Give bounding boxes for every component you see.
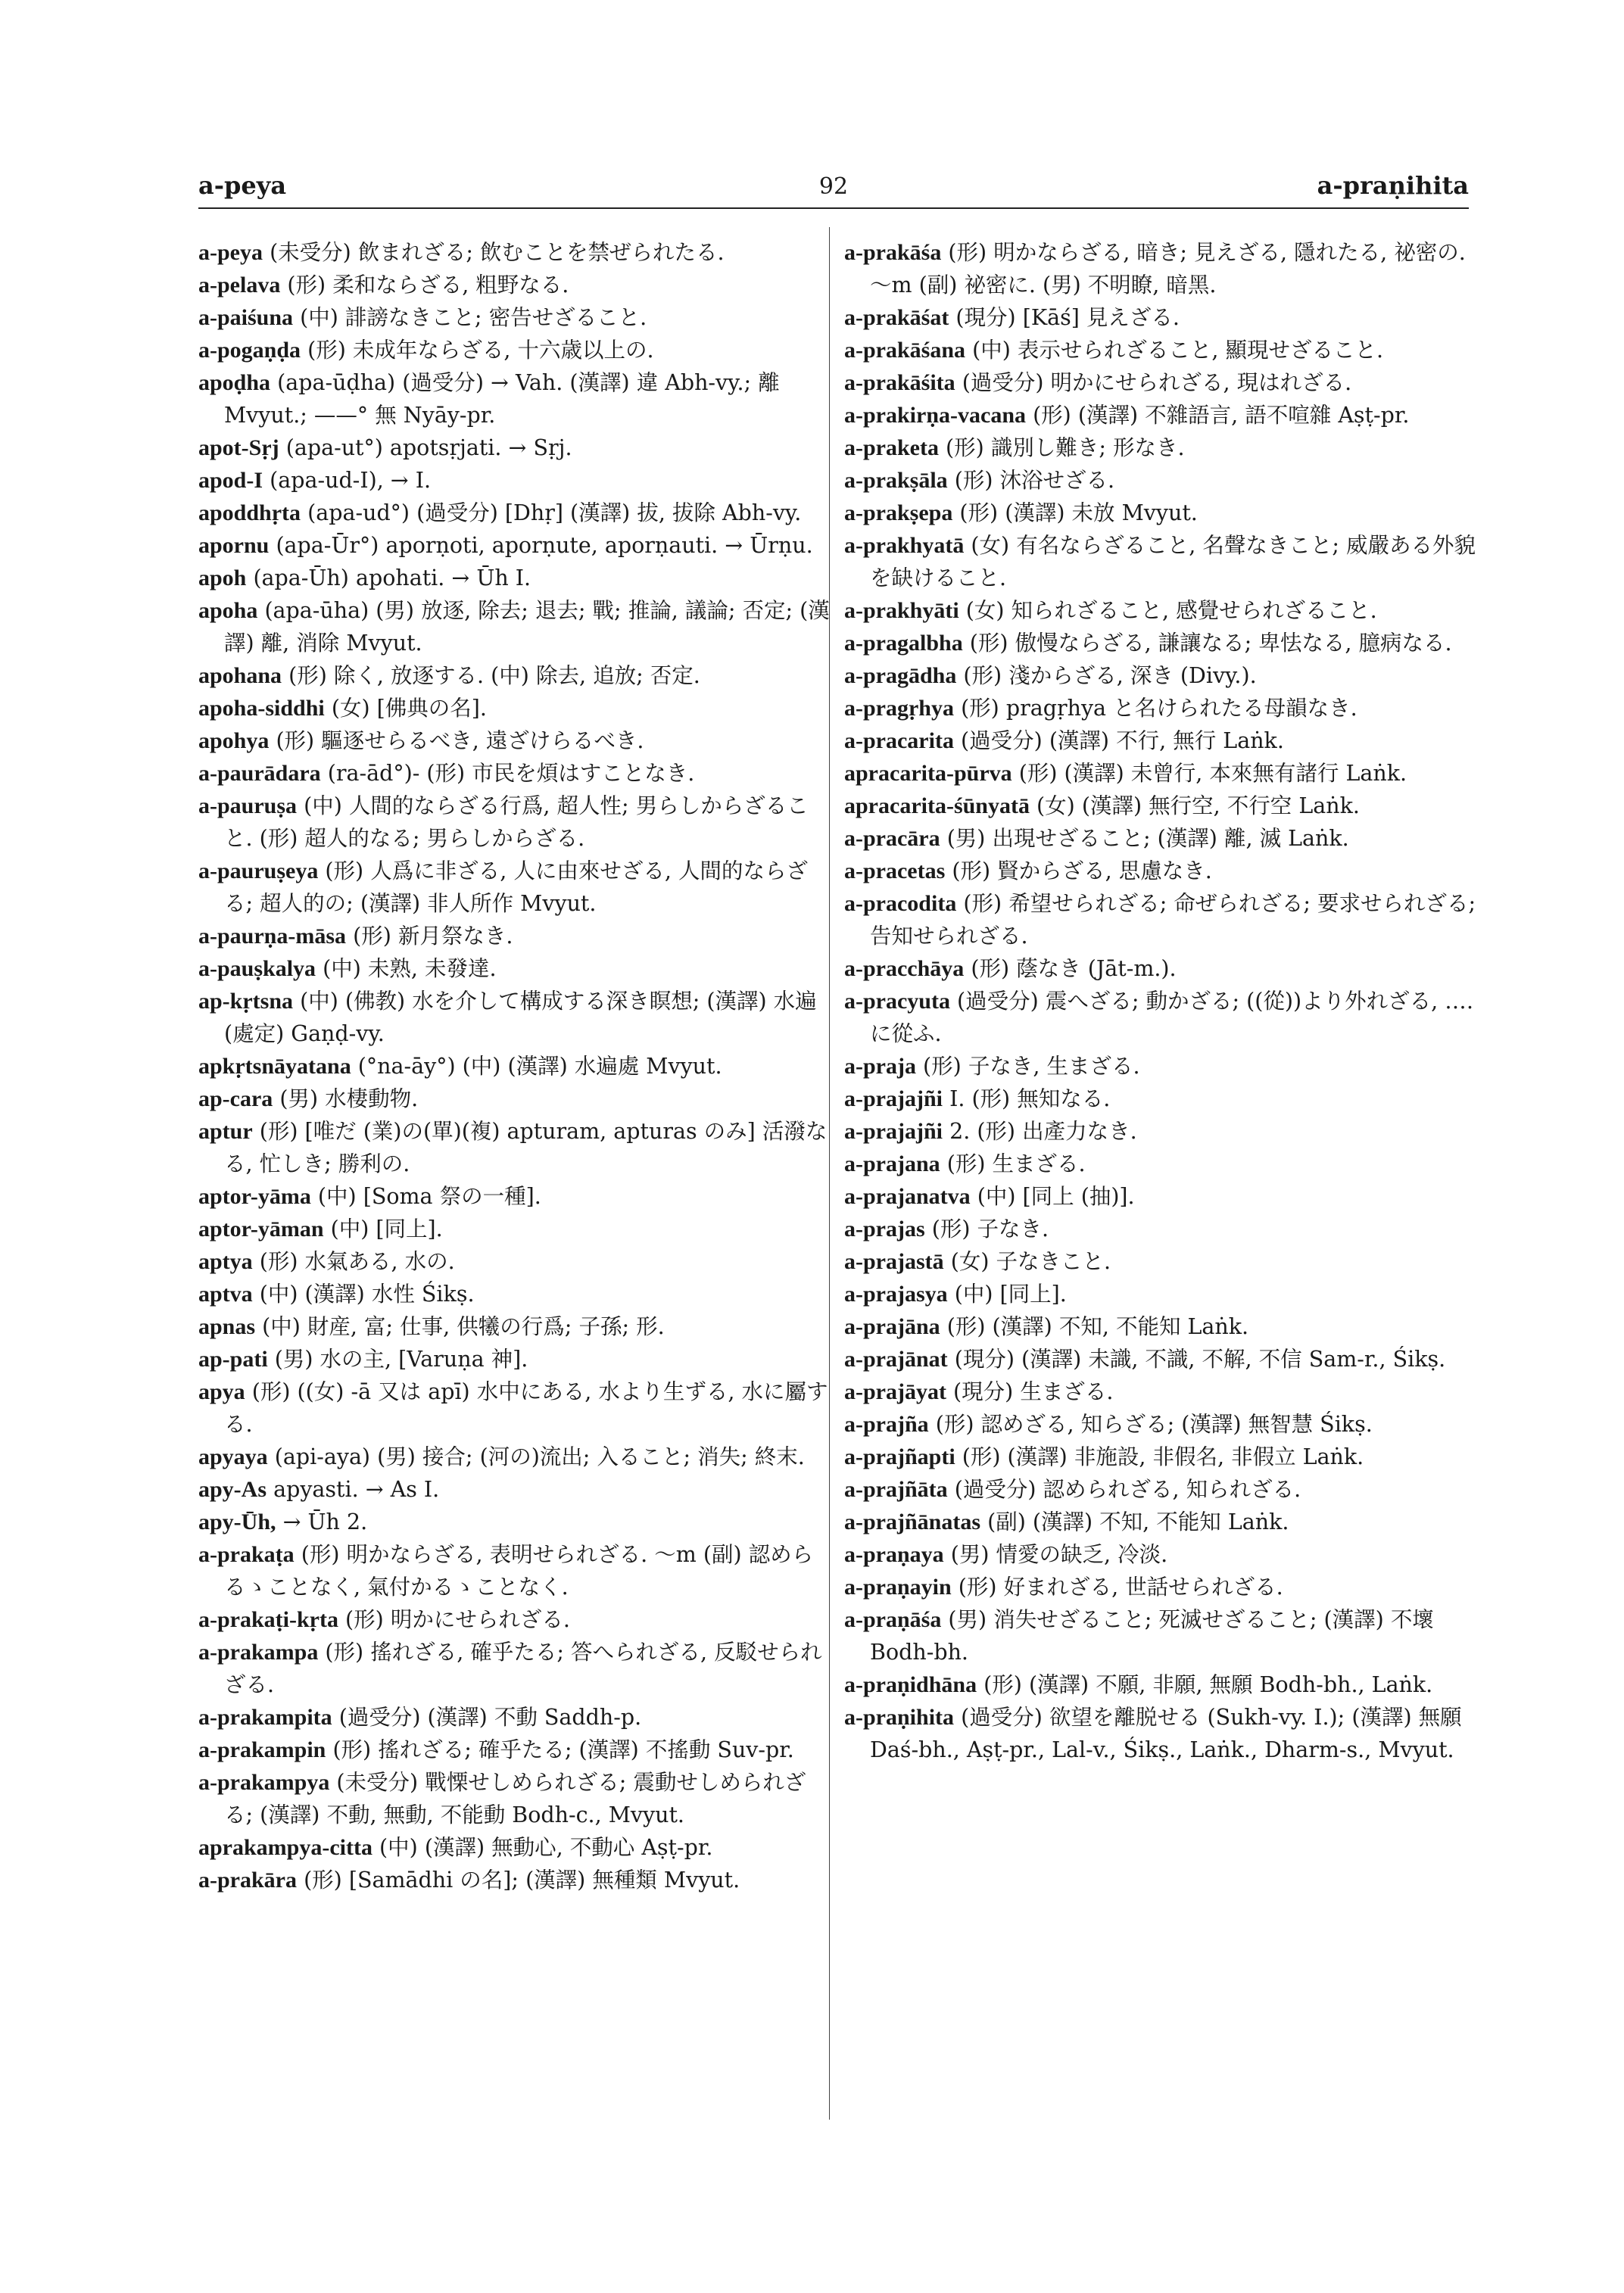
dictionary-entry xyxy=(198,464,834,497)
dictionary-entry xyxy=(198,562,834,594)
dictionary-entry xyxy=(198,236,834,269)
entry-headword: aptya xyxy=(198,1249,253,1274)
entry-definition: (形) [Samādhi の名]; (漢譯) 無種類 Mvyut. xyxy=(304,1868,740,1893)
entry-headword: apoddhṛta xyxy=(198,500,301,525)
entry-headword: a-prajana xyxy=(844,1151,940,1176)
entry-headword: a-prakhyatā xyxy=(844,533,965,558)
dictionary-entry xyxy=(198,529,834,562)
dictionary-entry xyxy=(198,1050,834,1083)
dictionary-entry xyxy=(844,399,1480,431)
entry-headword: a-prajastā xyxy=(844,1249,944,1274)
entry-headword: a-pragṛhya xyxy=(844,696,954,721)
dictionary-entry xyxy=(198,269,834,301)
entry-headword: a-praṇihita xyxy=(844,1705,955,1730)
dictionary-entry xyxy=(198,1734,834,1766)
entry-headword: a-prakirṇa-vacana xyxy=(844,403,1026,428)
entry-definition: (形) 明かならざる, 暗き; 見えざる, 隱れたる, 祕密の. ～m (副) 祕密に. (男) 不明瞭, 暗黑. xyxy=(870,240,1466,298)
entry-definition: (形) (漢譯) 不雜語言, 語不喧雜 Aṣṭ-pr. xyxy=(1033,403,1410,428)
page-number: 92 xyxy=(818,173,849,200)
dictionary-entry xyxy=(844,757,1480,790)
dictionary-entry xyxy=(198,659,834,692)
dictionary-entry xyxy=(198,1636,834,1701)
entry-definition: (過受分) (漢譯) 不行, 無行 Laṅk. xyxy=(961,728,1284,753)
entry-headword: a-praṇayin xyxy=(844,1575,952,1600)
entry-headword: a-prakhyāti xyxy=(844,598,959,623)
entry-definition: (api-aya) (男) 接合; (河の)流出; 入ること; 消失; 終末. xyxy=(274,1444,805,1469)
entry-definition: (男) 出現せざること; (漢譯) 離, 滅 Laṅk. xyxy=(946,826,1349,851)
dictionary-entry xyxy=(844,985,1480,1050)
dictionary-entry xyxy=(198,985,834,1050)
dictionary-entry xyxy=(198,1441,834,1473)
entry-headword: apkṛtsnāyatana xyxy=(198,1054,351,1079)
dictionary-entry xyxy=(844,1538,1480,1571)
entry-headword: a-prakampya xyxy=(198,1770,330,1795)
dictionary-entry xyxy=(844,659,1480,692)
dictionary-entry xyxy=(198,1864,834,1896)
entry-definition: (形) 認めざる, 知らざる; (漢譯) 無智慧 Śikṣ. xyxy=(935,1412,1373,1437)
entry-headword: a-praja xyxy=(844,1054,916,1079)
dictionary-entry xyxy=(198,1473,834,1506)
entry-definition: (apa-ud-I), → I. xyxy=(270,468,432,493)
entry-headword: a-paurādara xyxy=(198,761,321,786)
entry-definition: (形) (漢譯) 未放 Mvyut. xyxy=(959,500,1198,525)
entry-definition: (apa-ud°) (過受分) [Dhṛ] (漢譯) 拔, 拔除 Abh-vy. xyxy=(307,500,802,525)
entry-definition: (現分) 生まざる. xyxy=(953,1379,1114,1404)
entry-headword: aprakampya-citta xyxy=(198,1835,372,1860)
dictionary-entry xyxy=(198,790,834,855)
dictionary-entry xyxy=(844,724,1480,757)
entry-definition: (中) [同上 (抽)]. xyxy=(977,1184,1135,1209)
dictionary-entry xyxy=(198,497,834,529)
dictionary-entry xyxy=(844,1441,1480,1473)
entry-headword: a-prakampita xyxy=(198,1705,332,1730)
entry-headword: apornu xyxy=(198,533,270,558)
entry-headword: aptor-yāman xyxy=(198,1217,324,1242)
dictionary-entry xyxy=(198,757,834,790)
dictionary-entry xyxy=(844,1180,1480,1213)
dictionary-entry xyxy=(844,887,1480,952)
entry-headword: a-pracyuta xyxy=(844,989,950,1014)
dictionary-entry xyxy=(844,822,1480,855)
dictionary-entry xyxy=(198,1213,834,1245)
dictionary-entry xyxy=(844,1148,1480,1180)
entry-definition: (形) [唯だ (業)の(單)(複) apturam, apturas のみ] 活潑なる, 忙しき; 勝利の. xyxy=(224,1119,828,1176)
entry-definition: (形) (漢譯) 不知, 不能知 Laṅk. xyxy=(946,1314,1249,1339)
dictionary-entry xyxy=(198,1245,834,1278)
dictionary-entry xyxy=(844,1506,1480,1538)
dictionary-entry xyxy=(844,1278,1480,1310)
dictionary-entry xyxy=(198,692,834,724)
entry-headword: a-prakampa xyxy=(198,1640,319,1665)
entry-headword: a-pracarita xyxy=(844,728,954,753)
dictionary-entry xyxy=(844,952,1480,985)
entry-definition: I. (形) 無知なる. xyxy=(949,1086,1111,1111)
entry-headword: a-pelava xyxy=(198,273,281,298)
entry-definition: (形) 淺からざる, 深き (Divy.). xyxy=(963,663,1257,688)
entry-headword: a-prakṣāla xyxy=(844,468,948,493)
entry-definition: (女) 子なきこと. xyxy=(950,1249,1111,1274)
dictionary-entry xyxy=(844,464,1480,497)
entry-headword: aptur xyxy=(198,1119,253,1144)
entry-definition: (中) [同上]. xyxy=(330,1217,443,1242)
dictionary-entry xyxy=(844,1473,1480,1506)
dictionary-entry xyxy=(198,1343,834,1375)
header-left-guideword: a-peya xyxy=(198,171,287,200)
entry-headword: a-pragādha xyxy=(844,663,957,688)
entry-headword: apoh xyxy=(198,565,247,590)
dictionary-entry xyxy=(844,692,1480,724)
dictionary-entry xyxy=(198,724,834,757)
entry-headword: ap-kṛtsna xyxy=(198,989,294,1014)
dictionary-entry xyxy=(844,1603,1480,1668)
entry-headword: a-prakāra xyxy=(198,1868,297,1893)
entry-headword: apoha xyxy=(198,598,258,623)
entry-definition: (°na-āy°) (中) (漢譯) 水遍處 Mvyut. xyxy=(357,1054,722,1079)
entry-definition: (中) 人間的ならざる行爲, 超人性; 男らしからざること. (形) 超人的なる; 男らしからざる. xyxy=(224,793,809,851)
dictionary-entry xyxy=(198,1506,834,1538)
entry-headword: a-prajña xyxy=(844,1412,929,1437)
dictionary-entry xyxy=(844,366,1480,399)
entry-definition: → Ūh 2. xyxy=(282,1509,368,1534)
dictionary-entry xyxy=(198,1375,834,1441)
entry-definition: (形) 生まざる. xyxy=(946,1151,1086,1176)
entry-definition: (形) 水氣ある, 水の. xyxy=(259,1249,455,1274)
dictionary-entry xyxy=(198,301,834,334)
entry-definition: (中) 誹謗なきこと; 密告せざること. xyxy=(300,305,647,330)
entry-headword: a-prajāna xyxy=(844,1314,940,1339)
dictionary-entry xyxy=(844,790,1480,822)
dictionary-entry xyxy=(844,334,1480,366)
entry-headword: a-prakaṭi-kṛta xyxy=(198,1607,338,1632)
entry-headword: a-prajñapti xyxy=(844,1444,955,1469)
entry-definition: (中) (佛教) 水を介して構成する深き瞑想; (漢譯) 水遍(處定) Gaṇḍ-vy. xyxy=(224,989,817,1046)
entry-definition: (過受分) 明かにせられざる, 現はれざる. xyxy=(962,370,1352,395)
entry-headword: a-prakāśa xyxy=(844,240,942,265)
dictionary-entry xyxy=(198,855,834,920)
dictionary-entry xyxy=(844,594,1480,627)
dictionary-entry xyxy=(198,952,834,985)
entry-definition: (形) 傲慢ならざる, 謙讓なる; 卑怯なる, 臆病なる. xyxy=(969,631,1452,656)
entry-definition: (形) 希望せられざる; 命ぜられざる; 要求せられざる; 告知せられざる. xyxy=(870,891,1476,949)
dictionary-entry xyxy=(844,627,1480,659)
entry-definition: (中) 表示せられざること, 顯現せざること. xyxy=(972,338,1384,363)
entry-definition: (apa-Ūh) apohati. → Ūh I. xyxy=(253,565,531,590)
entry-definition: (形) 搖れざる; 確乎たる; (漢譯) 不搖動 Suv-pr. xyxy=(332,1737,794,1762)
entry-definition: (現分) [Kāś] 見えざる. xyxy=(955,305,1180,330)
entry-headword: a-pragalbha xyxy=(844,631,963,656)
dictionary-entry xyxy=(844,529,1480,594)
entry-headword: a-paurṇa-māsa xyxy=(198,924,347,949)
entry-headword: a-prakṣepa xyxy=(844,500,953,525)
entry-definition: (apa-Ūr°) aporṇoti, aporṇute, aporṇauti. → Ūrṇu. xyxy=(276,533,813,558)
entry-definition: (男) 水の主, [Varuṇa 神]. xyxy=(274,1347,528,1372)
dictionary-entry xyxy=(198,1278,834,1310)
entry-definition: (未受分) 戰慄せしめられざる; 震動せしめられざる; (漢譯) 不動, 無動, 不能動 Bodh-c., Mvyut. xyxy=(224,1770,806,1827)
entry-headword: a-pogaṇḍa xyxy=(198,338,301,363)
dictionary-entry xyxy=(198,1310,834,1343)
entry-headword: apoha-siddhi xyxy=(198,696,325,721)
entry-definition: (形) 搖れざる, 確乎たる; 答へられざる, 反駁せられざる. xyxy=(224,1640,822,1697)
entry-definition: (中) 財産, 富; 仕事, 供犧の行爲; 子孫; 形. xyxy=(262,1314,665,1339)
entry-definition: (女) (漢譯) 無行空, 不行空 Laṅk. xyxy=(1036,793,1360,818)
entry-headword: apnas xyxy=(198,1314,256,1339)
entry-definition: (形) pragṛhya と名けられたる母韻なき. xyxy=(961,696,1357,721)
entry-headword: a-praṇidhāna xyxy=(844,1672,977,1697)
entry-headword: a-prajajñi xyxy=(844,1086,943,1111)
dictionary-entry xyxy=(198,594,834,659)
entry-definition: (中) [Soma 祭の一種]. xyxy=(317,1184,541,1209)
dictionary-entry xyxy=(844,1343,1480,1375)
entry-headword: apracarita-śūnyatā xyxy=(844,793,1030,818)
entry-headword: a-pracāra xyxy=(844,826,940,851)
entry-headword: a-prakaṭa xyxy=(198,1542,295,1567)
entry-headword: a-prajñānatas xyxy=(844,1509,981,1534)
entry-definition: (中) [同上]. xyxy=(954,1282,1067,1307)
dictionary-entry xyxy=(844,1571,1480,1603)
entry-headword: ap-pati xyxy=(198,1347,268,1372)
dictionary-entry xyxy=(844,1701,1480,1766)
entry-definition: (形) 明かならざる, 表明せられざる. ～m (副) 認めらるゝことなく, 氣付かるゝことなく. xyxy=(224,1542,814,1600)
dictionary-entry xyxy=(844,1083,1480,1115)
entry-headword: aptva xyxy=(198,1282,253,1307)
dictionary-entry xyxy=(844,1310,1480,1343)
entry-definition: (過受分) (漢譯) 不動 Saddh-p. xyxy=(338,1705,642,1730)
entry-headword: a-prakāśita xyxy=(844,370,955,395)
entry-headword: apyaya xyxy=(198,1444,268,1469)
entry-definition: (形) 沐浴せざる. xyxy=(954,468,1115,493)
entry-headword: a-praṇaya xyxy=(844,1542,944,1567)
dictionary-entry xyxy=(844,1213,1480,1245)
entry-definition: (ra-ād°)- (形) 市民を煩はすことなき. xyxy=(327,761,695,786)
entry-definition: 2. (形) 出產力なき. xyxy=(949,1119,1137,1144)
entry-headword: a-prakampin xyxy=(198,1737,326,1762)
entry-definition: (現分) (漢譯) 未識, 不識, 不解, 不信 Sam-r., Śikṣ. xyxy=(954,1347,1446,1372)
entry-headword: a-prajānat xyxy=(844,1347,948,1372)
entry-headword: aptor-yāma xyxy=(198,1184,311,1209)
entry-headword: ap-cara xyxy=(198,1086,273,1111)
entry-definition: (形) (漢譯) 不願, 非願, 無願 Bodh-bh., Laṅk. xyxy=(983,1672,1433,1697)
dictionary-entry xyxy=(844,1050,1480,1083)
entry-definition: (過受分) 震へざる; 動かざる; ((從))より外れざる, ‥‥に從ふ. xyxy=(870,989,1474,1046)
entry-definition: (形) 新月祭なき. xyxy=(353,924,513,949)
entry-definition: (形) 柔和ならざる, 粗野なる. xyxy=(287,273,569,298)
entry-headword: a-prajas xyxy=(844,1217,925,1242)
entry-definition: (形) 除く, 放逐する. (中) 除去, 追放; 否定. xyxy=(288,663,700,688)
dictionary-entry xyxy=(844,431,1480,464)
entry-headword: a-praṇāśa xyxy=(844,1607,942,1632)
entry-headword: a-prajasya xyxy=(844,1282,948,1307)
entry-headword: a-prajajñi xyxy=(844,1119,943,1144)
entry-headword: apohana xyxy=(198,663,282,688)
dictionary-entry xyxy=(844,301,1480,334)
dictionary-entry xyxy=(844,855,1480,887)
dictionary-entry xyxy=(844,236,1480,301)
entry-definition: apyasti. → As I. xyxy=(273,1477,440,1502)
header-rule xyxy=(198,207,1469,209)
entry-definition: (形) 蔭なき (Jāt-m.). xyxy=(971,956,1177,981)
entry-definition: (中) (漢譯) 水性 Śikṣ. xyxy=(259,1282,475,1307)
entry-headword: a-praketa xyxy=(844,435,939,460)
entry-definition: (形) 驅逐せらるべき, 遠ざけらるべき. xyxy=(276,728,644,753)
dictionary-entry xyxy=(198,334,834,366)
dictionary-entry xyxy=(198,366,834,431)
entry-headword: apya xyxy=(198,1379,245,1404)
entry-headword: a-prakāśana xyxy=(844,338,966,363)
entry-definition: (過受分) 欲望を離脱せる (Sukh-vy. I.); (漢譯) 無願 Daś-bh., Aṣṭ-pr., Lal-v., Śikṣ., Laṅk., Dharm-s., Mvyut. xyxy=(870,1705,1462,1762)
entry-definition: (中) (漢譯) 無動心, 不動心 Aṣṭ-pr. xyxy=(379,1835,713,1860)
dictionary-entry xyxy=(198,1831,834,1864)
entry-headword: a-pracodita xyxy=(844,891,957,916)
right-column xyxy=(844,236,1480,1766)
dictionary-entry xyxy=(198,431,834,464)
page-header xyxy=(198,167,1469,204)
dictionary-entry xyxy=(844,1375,1480,1408)
entry-definition: (形) 識別し難き; 形なき. xyxy=(946,435,1185,460)
entry-definition: (形) 子なき, 生まざる. xyxy=(923,1054,1140,1079)
entry-definition: (男) 情愛の缺乏, 冷淡. xyxy=(950,1542,1168,1567)
entry-definition: (形) (漢譯) 非施設, 非假名, 非假立 Laṅk. xyxy=(962,1444,1364,1469)
entry-definition: (副) (漢譯) 不知, 不能知 Laṅk. xyxy=(987,1509,1289,1534)
dictionary-entry xyxy=(198,920,834,952)
entry-definition: (形) 子なき. xyxy=(931,1217,1049,1242)
entry-definition: (形) 賢からざる, 思慮なき. xyxy=(952,858,1212,883)
entry-headword: a-prakāśat xyxy=(844,305,949,330)
entry-definition: (女) 知られざること, 感覺せられざること. xyxy=(965,598,1377,623)
left-column xyxy=(198,236,834,1896)
entry-headword: apot-Sṛj xyxy=(198,435,279,460)
entry-definition: (中) 未熟, 未發達. xyxy=(323,956,497,981)
entry-definition: (女) [佛典の名]. xyxy=(331,696,487,721)
entry-headword: a-prajāyat xyxy=(844,1379,946,1404)
dictionary-entry xyxy=(198,1538,834,1603)
entry-definition: (未受分) 飲まれざる; 飲むことを禁ぜられたる. xyxy=(270,240,725,265)
entry-headword: a-pauṣkalya xyxy=(198,956,316,981)
dictionary-entry xyxy=(844,1408,1480,1441)
entry-headword: apy-Ūh, xyxy=(198,1509,276,1534)
entry-headword: apod-I xyxy=(198,468,263,493)
entry-definition: (apa-ut°) apotsṛjati. → Sṛj. xyxy=(285,435,572,460)
entry-headword: a-prajanatva xyxy=(844,1184,971,1209)
dictionary-entry xyxy=(198,1083,834,1115)
header-right-guideword: a-praṇihita xyxy=(1317,171,1469,200)
entry-headword: apracarita-pūrva xyxy=(844,761,1012,786)
entry-definition: (形) ((女) -ā 又は apī) 水中にある, 水より生ずる, 水に屬する. xyxy=(224,1379,828,1437)
dictionary-entry xyxy=(198,1701,834,1734)
entry-headword: apy-As xyxy=(198,1477,267,1502)
entry-definition: (形) 明かにせられざる. xyxy=(345,1607,570,1632)
dictionary-entry xyxy=(198,1115,834,1180)
entry-definition: (形) (漢譯) 未曾行, 本來無有諸行 Laṅk. xyxy=(1018,761,1407,786)
entry-headword: apoḍha xyxy=(198,370,271,395)
entry-definition: (女) 有名ならざること, 名聲なきこと; 威嚴ある外貌を缺けること. xyxy=(870,533,1476,590)
dictionary-entry xyxy=(198,1603,834,1636)
dictionary-entry xyxy=(198,1180,834,1213)
entry-headword: a-peya xyxy=(198,240,263,265)
entry-definition: (過受分) 認められざる, 知られざる. xyxy=(954,1477,1301,1502)
entry-definition: (形) 好まれざる, 世話せられざる. xyxy=(958,1575,1283,1600)
dictionary-entry xyxy=(198,1766,834,1831)
entry-headword: a-prajñāta xyxy=(844,1477,948,1502)
entry-definition: (形) 未成年ならざる, 十六歳以上の. xyxy=(307,338,654,363)
entry-definition: (apa-ūḍha) (過受分) → Vah. (漢譯) 違 Abh-vy.; 離 Mvyut.; ——° 無 Nyāy-pr. xyxy=(224,370,780,428)
entry-headword: a-pauruṣeya xyxy=(198,858,319,883)
entry-definition: (apa-ūha) (男) 放逐, 除去; 退去; 戰; 推論, 議論; 否定; (漢譯) 離, 消除 Mvyut. xyxy=(224,598,830,656)
entry-headword: a-pauruṣa xyxy=(198,793,298,818)
entry-definition: (男) 消失せざること; 死滅せざること; (漢譯) 不壞 Bodh-bh. xyxy=(870,1607,1434,1665)
entry-headword: a-pracetas xyxy=(844,858,946,883)
dictionary-entry xyxy=(844,1668,1480,1701)
dictionary-entry xyxy=(844,1115,1480,1148)
entry-headword: a-pracchāya xyxy=(844,956,965,981)
entry-definition: (男) 水棲動物. xyxy=(279,1086,419,1111)
entry-definition: (形) 人爲に非ざる, 人に由來せざる, 人間的ならざる; 超人的の; (漢譯) 非人所作 Mvyut. xyxy=(224,858,808,916)
entry-headword: apohya xyxy=(198,728,270,753)
dictionary-entry xyxy=(844,497,1480,529)
entry-headword: a-paiśuna xyxy=(198,305,294,330)
dictionary-entry xyxy=(844,1245,1480,1278)
